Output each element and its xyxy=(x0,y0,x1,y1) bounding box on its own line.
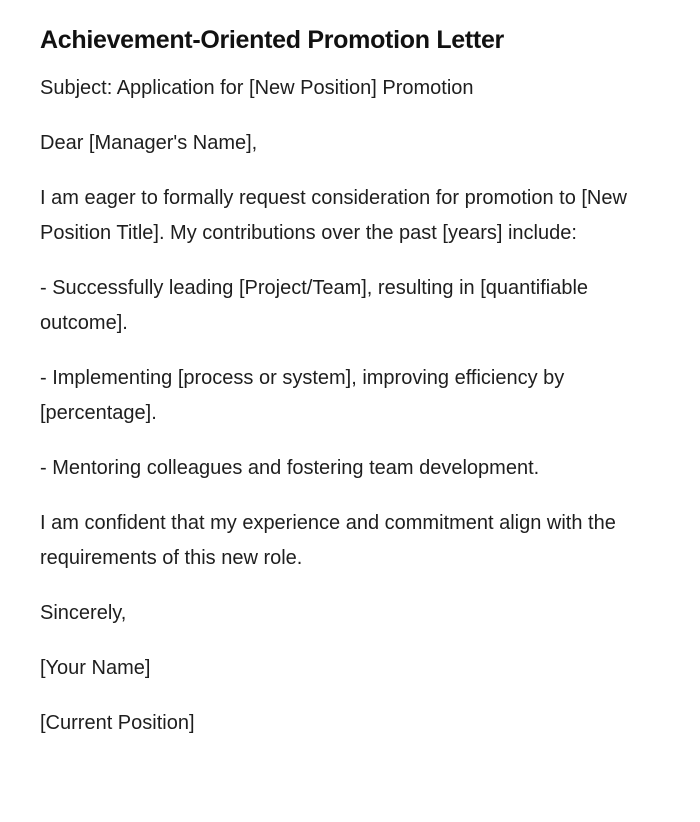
subject-line: Subject: Application for [New Position] Promotion xyxy=(40,77,474,99)
letter-document xyxy=(40,22,650,761)
bullet-item: - Implementing [process or system], improving efficiency by [percentage]. xyxy=(40,367,565,424)
salutation: Dear [Manager's Name], xyxy=(40,132,258,154)
bullet-item: - Mentoring colleagues and fostering team development. xyxy=(40,457,540,479)
name-placeholder: [Your Name] xyxy=(40,657,151,679)
sign-off: Sincerely, xyxy=(40,602,127,624)
closing-paragraph: I am confident that my experience and commitment align with the requirements of this new role. xyxy=(40,512,616,569)
bullet-item: - Successfully leading [Project/Team], resulting in [quantifiable outcome]. xyxy=(40,277,589,334)
document-title: Achievement-Oriented Promotion Letter xyxy=(40,26,504,54)
intro-paragraph: I am eager to formally request consideration for promotion to [New Position Title]. My contributions over the past [years] include: xyxy=(40,187,627,244)
position-placeholder: [Current Position] xyxy=(40,712,195,734)
